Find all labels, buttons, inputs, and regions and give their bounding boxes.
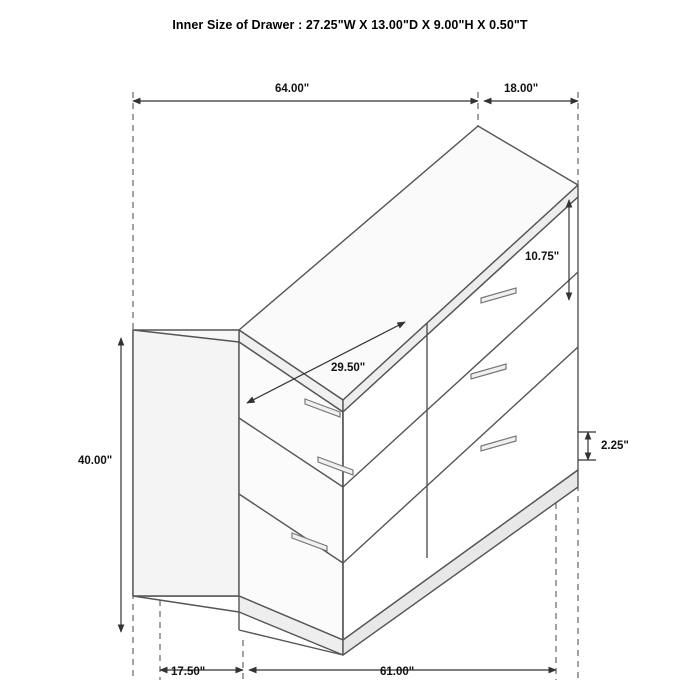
dim-label-base-height: 2.25" <box>601 440 629 452</box>
dim-label-base-depth: 17.50" <box>171 666 206 678</box>
dim-label-width-top-side: 18.00" <box>504 83 539 95</box>
dim-label-depth-diagonal: 29.50" <box>331 362 366 374</box>
dim-label-width-top-main: 64.00" <box>275 83 310 95</box>
page-title: Inner Size of Drawer : 27.25"W X 13.00"D X 9.00"H X 0.50"T <box>172 18 528 32</box>
dim-label-upper-side-height: 10.75" <box>525 251 560 263</box>
dresser-body <box>133 126 578 655</box>
dresser-left-side-panel-inner <box>133 330 239 596</box>
dim-label-total-height: 40.00" <box>78 455 113 467</box>
dim-label-base-width: 61.00" <box>380 666 415 678</box>
